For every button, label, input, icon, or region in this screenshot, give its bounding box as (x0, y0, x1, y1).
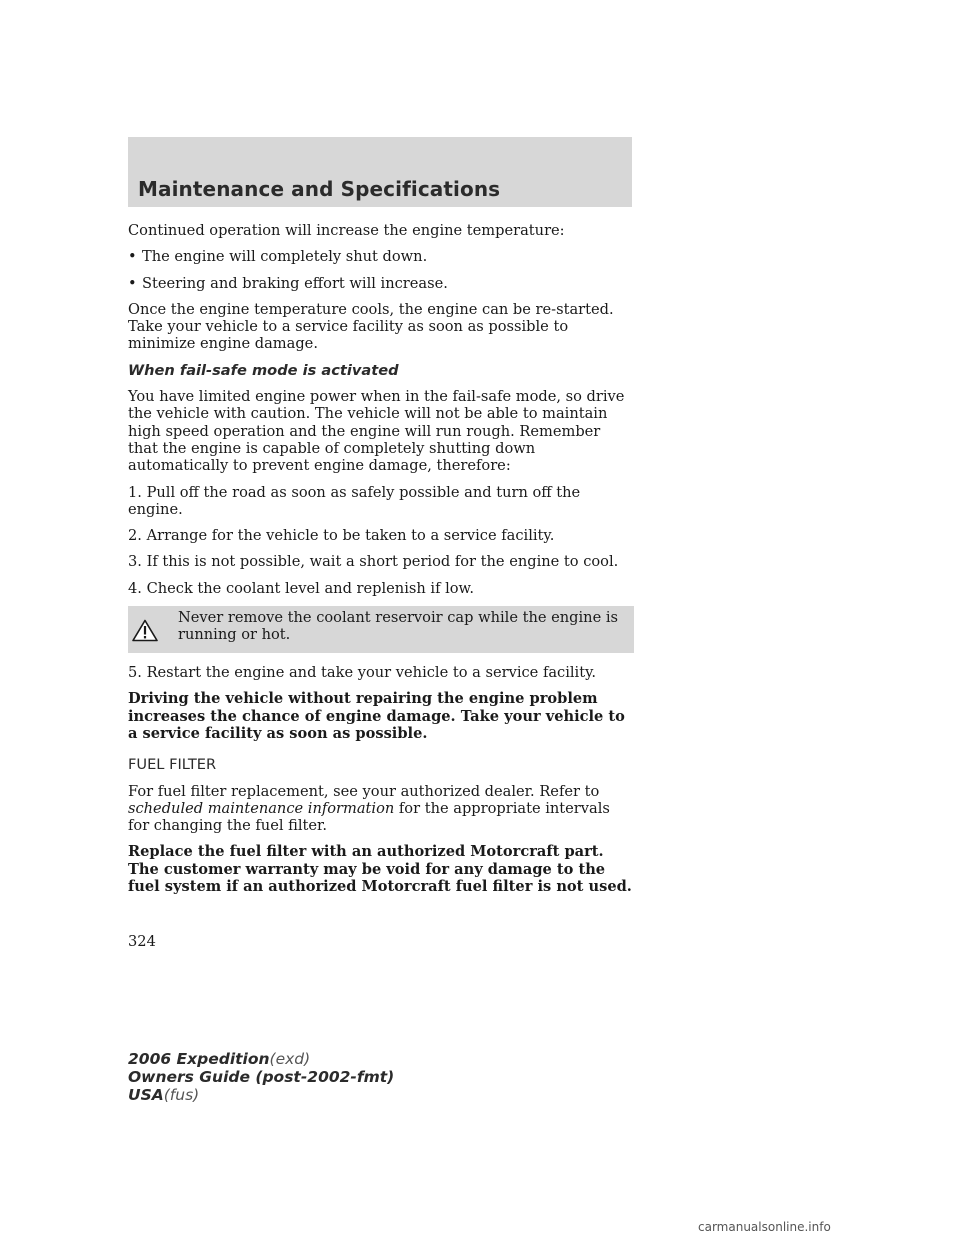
restart-paragraph: Once the engine temperature cools, the engine can be re-started. Take your vehicle to a service facility as soon as possible to minimize engine damage. (128, 300, 614, 353)
bullet-glyph: • (128, 248, 137, 266)
bold-warning-paragraph: Driving the vehicle without repairing the engine problem increases the chance of engine damage. Take your vehicle to a service facility as soon as possible. (128, 690, 625, 742)
footer-model-code: (exd) (269, 1050, 311, 1068)
footer-market: USA (128, 1086, 164, 1104)
fuel-text-start: For fuel filter replacement, see your authorized dealer. Refer to (128, 782, 600, 800)
page-content (128, 222, 634, 904)
section-title: Maintenance and Specifications (138, 177, 501, 201)
footer-line-1 (128, 1050, 394, 1068)
footer-guide: Owners Guide (post-2002-fmt) (128, 1068, 395, 1086)
intro-paragraph: Continued operation will increase the engine temperature: (128, 222, 565, 239)
bullet-item (128, 275, 634, 292)
bullet-glyph: • (128, 274, 137, 292)
bullet-text: The engine will completely shut down. (142, 248, 428, 266)
step-item: 2. Arrange for the vehicle to be taken to a service facility. (128, 527, 555, 545)
section-header-band (128, 137, 632, 207)
fuel-filter-heading: FUEL FILTER (128, 756, 217, 774)
fuel-text-italic: scheduled maintenance information (128, 799, 395, 817)
document-footer (128, 1050, 394, 1104)
step-item: 5. Restart the engine and take your vehicle to a service facility. (128, 664, 597, 682)
step-item: 1. Pull off the road as soon as safely possible and turn off the engine. (128, 483, 581, 518)
footer-line-2 (128, 1068, 394, 1086)
fuel-filter-paragraph (128, 783, 634, 835)
bullet-item (128, 248, 634, 265)
footer-market-code: (fus) (163, 1086, 200, 1104)
step-item: 4. Check the coolant level and replenish if low. (128, 579, 474, 597)
warning-text: Never remove the coolant reservoir cap while the engine is running or hot. (178, 609, 619, 644)
step-item: 3. If this is not possible, wait a short period for the engine to cool. (128, 553, 619, 571)
footer-model: 2006 Expedition (128, 1050, 270, 1068)
bullet-text: Steering and braking effort will increase. (142, 274, 448, 292)
fuel-text-end: for the appropriate intervals for changing the fuel filter. (128, 799, 610, 835)
footer-line-3 (128, 1086, 394, 1104)
watermark-text: carmanualsonline.info (698, 1220, 831, 1234)
failsafe-paragraph: You have limited engine power when in the fail-safe mode, so drive the vehicle with caution. The vehicle will not be able to maintain high speed operation and the engine will run rough. Remember that the engine is capable of completely shutting down automatically to prevent engine damage, therefore: (128, 388, 625, 475)
fuel-filter-bold-paragraph: Replace the fuel filter with an authorized Motorcraft part. The customer warranty may be void for any damage to the fuel system if an authorized Motorcraft fuel filter is not used. (128, 843, 632, 896)
warning-triangle-icon (128, 606, 178, 646)
page-number: 324 (128, 933, 156, 950)
warning-box (128, 606, 634, 653)
failsafe-heading: When fail-safe mode is activated (128, 361, 399, 379)
